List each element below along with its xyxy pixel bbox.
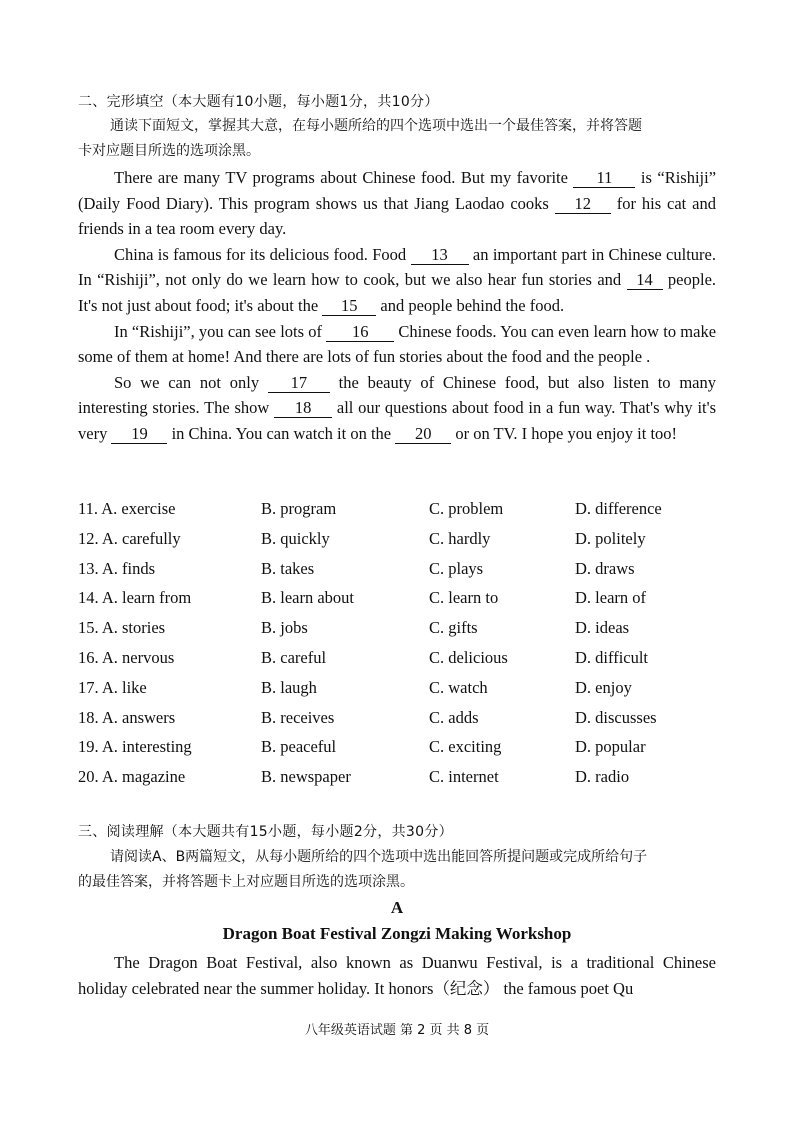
option-row-18	[78, 708, 718, 738]
option-d: D. radio	[575, 767, 630, 787]
option-a: 16. A. nervous	[78, 647, 175, 667]
option-b: B. learn about	[261, 588, 355, 608]
option-b: B. jobs	[261, 618, 308, 638]
cloze-passage	[78, 165, 716, 447]
option-c: C. plays	[429, 558, 484, 578]
option-c: C. watch	[429, 677, 488, 697]
section2-instructions	[78, 114, 720, 164]
reading-passage	[78, 950, 716, 1001]
option-c: C. gifts	[429, 618, 478, 638]
option-c: C. exciting	[429, 737, 502, 757]
text-segment: the beauty of Chinese food, but also listen to many interesting stories. The show	[78, 372, 716, 418]
text-segment: or on TV. I hope you enjoy it too!	[455, 423, 678, 443]
option-d: D. difficult	[575, 647, 649, 667]
option-d: D. draws	[575, 558, 635, 578]
option-b: B. newspaper	[261, 767, 351, 787]
blank-20: 20	[395, 425, 451, 444]
option-b: B. laugh	[261, 677, 317, 697]
passage-letter: A	[390, 898, 404, 917]
option-c: C. problem	[429, 499, 504, 518]
option-c: C. hardly	[429, 528, 491, 548]
text-segment: China is famous for its delicious food. Food	[114, 244, 407, 264]
option-b: B. quickly	[261, 528, 330, 548]
option-c: C. learn to	[429, 588, 499, 608]
option-row-11	[78, 499, 718, 529]
blank-18: 18	[274, 399, 332, 418]
option-c: C. adds	[429, 707, 479, 727]
section3-instr-line1: 请阅读A、B两篇短文，从每小题所给的四个选项中选出能回答所提问题或完成所给句子	[110, 849, 648, 865]
cloze-paragraph-3	[78, 319, 716, 370]
option-row-19	[78, 737, 718, 767]
text-segment: In “Rishiji”, you can see lots of	[114, 321, 322, 341]
option-row-15	[78, 618, 718, 648]
option-c: C. delicious	[429, 647, 508, 667]
text-segment: all our questions about food in a fun way. That's why it's very	[78, 398, 717, 443]
text-segment: There are many TV programs about Chinese food. But my favorite	[114, 168, 568, 187]
blank-17: 17	[268, 374, 330, 393]
section3-instr-line2: 的最佳答案，并将答题卡上对应题目所选的选项涂黑。	[78, 874, 414, 890]
option-row-12	[78, 529, 718, 559]
blank-14: 14	[627, 271, 663, 290]
option-a: 20. A. magazine	[78, 767, 186, 787]
option-d: D. discusses	[575, 707, 657, 727]
text-segment: and people behind the food.	[380, 295, 565, 315]
option-b: B. program	[261, 499, 337, 518]
option-a: 11. A. exercise	[78, 499, 176, 518]
option-b: B. careful	[261, 647, 327, 667]
blank-15: 15	[322, 297, 376, 316]
option-a: 14. A. learn from	[78, 588, 192, 608]
cloze-paragraph-4	[78, 370, 716, 447]
option-a: 15. A. stories	[78, 618, 166, 638]
blank-11: 11	[573, 169, 635, 188]
option-d: D. popular	[575, 737, 646, 757]
option-row-14	[78, 588, 718, 618]
option-row-13	[78, 559, 718, 589]
option-row-20	[78, 767, 718, 797]
text-segment: people. It's not just about food; it's about the	[78, 270, 717, 315]
option-d: D. politely	[575, 528, 646, 548]
blank-16: 16	[326, 323, 394, 342]
option-row-17	[78, 678, 718, 708]
option-d: D. ideas	[575, 618, 630, 638]
option-a: 18. A. answers	[78, 707, 176, 727]
blank-12: 12	[555, 195, 611, 214]
section3-heading: 三、阅读理解（本大题共有15小题，每小题2分，共30分）	[78, 824, 453, 840]
option-d: D. enjoy	[575, 677, 632, 697]
text-segment: for his cat and friends in a tea room every day.	[78, 193, 717, 239]
blank-13: 13	[411, 246, 469, 265]
option-b: B. peaceful	[261, 737, 337, 757]
blank-19: 19	[111, 425, 167, 444]
text-segment: So we can not only	[114, 372, 260, 392]
option-d: D. learn of	[575, 588, 647, 608]
option-b: B. receives	[261, 707, 335, 727]
text-segment: an important part in Chinese culture. In “Rishiji”, not only do we learn how to cook, but we also hear fun stories and	[78, 244, 716, 290]
option-a: 12. A. carefully	[78, 528, 181, 548]
cloze-paragraph-1	[78, 165, 716, 242]
text-segment: is “Rishiji” (Daily Food Diary). This program shows us that Jiang Laodao cooks	[78, 168, 717, 213]
option-b: B. takes	[261, 558, 315, 578]
option-a: 19. A. interesting	[78, 737, 192, 757]
section2-instr-line2: 卡对应题目所选的选项涂黑。	[78, 143, 260, 159]
option-c: C. internet	[429, 767, 499, 787]
option-d: D. difference	[575, 499, 662, 518]
page-footer: 八年级英语试题 第 2 页 共 8 页	[304, 1023, 490, 1038]
text-segment: Chinese foods. You can even learn how to make some of them at home! And there are lots of fun stories about the food and the people .	[78, 321, 717, 367]
section3-instructions	[78, 845, 720, 895]
section2-instr-line1: 通读下面短文，掌握其大意，在每小题所给的四个选项中选出一个最佳答案，并将答题	[110, 118, 642, 134]
option-row-16	[78, 648, 718, 678]
passage-title: Dragon Boat Festival Zongzi Making Workshop	[222, 924, 572, 943]
section2-heading: 二、完形填空（本大题有10小题，每小题1分，共10分）	[78, 94, 439, 110]
option-a: 13. A. finds	[78, 558, 156, 578]
options-list	[78, 499, 718, 797]
option-a: 17. A. like	[78, 677, 147, 697]
cloze-paragraph-2	[78, 242, 716, 319]
text-segment: in China. You can watch it on the	[171, 423, 392, 443]
reading-paragraph-1: The Dragon Boat Festival, also known as Duanwu Festival, is a traditional Chinese holiday celebrated near the summer holiday. It honors（纪念） the famous poet Qu	[78, 953, 716, 998]
